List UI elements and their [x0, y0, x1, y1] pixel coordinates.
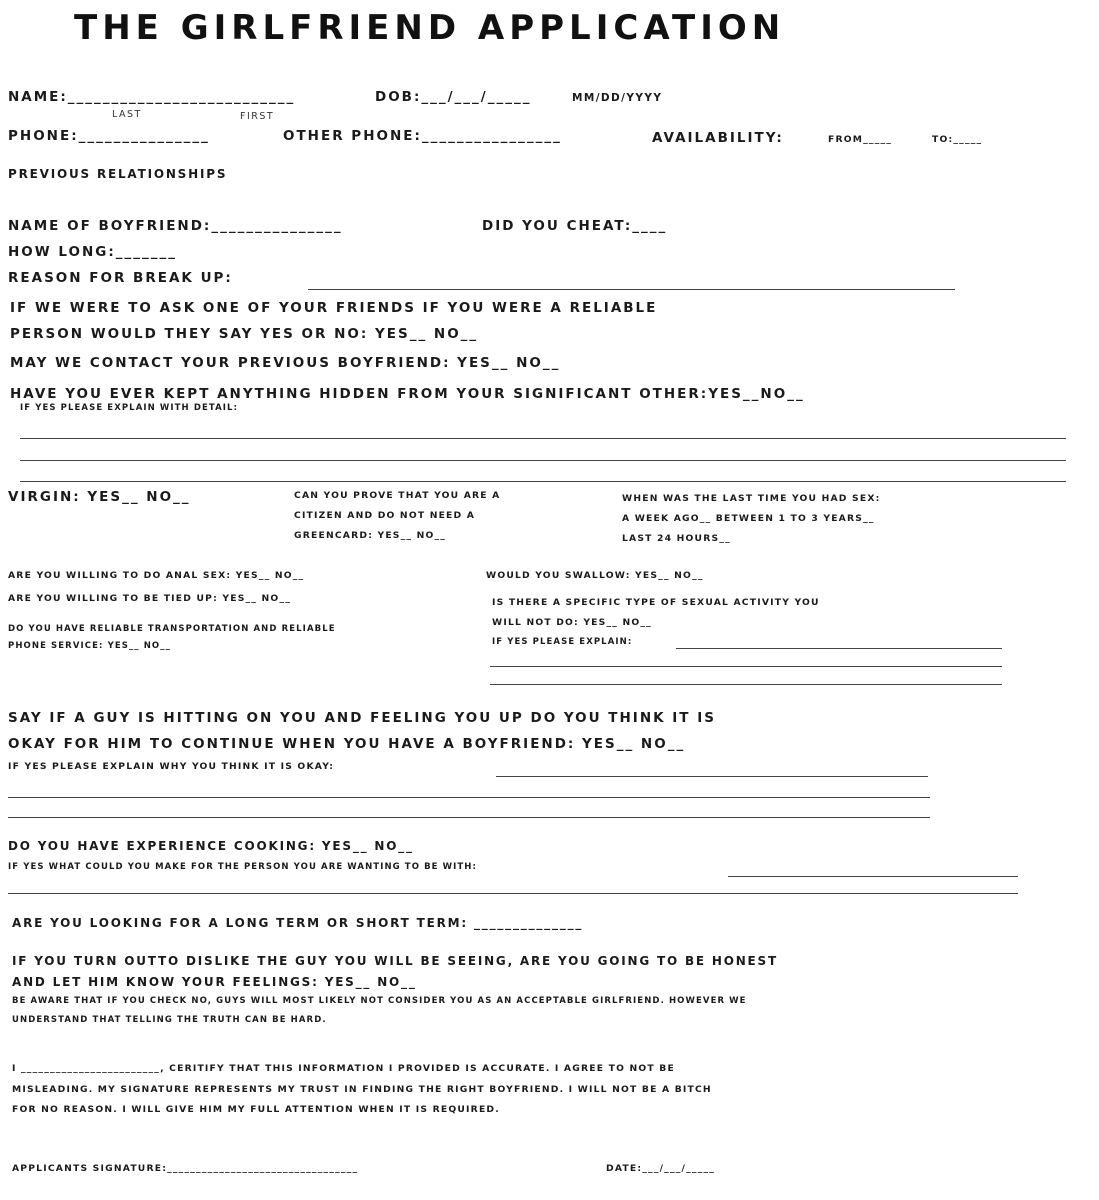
- dob-field[interactable]: DOB:___/___/_____: [375, 89, 532, 105]
- cooking-explain-line-2[interactable]: [8, 893, 1018, 894]
- availability-from-field[interactable]: FROM_____: [828, 134, 893, 145]
- honest-question-line-2[interactable]: AND LET HIM KNOW YOUR FEELINGS: YES__ NO__: [12, 975, 417, 989]
- honest-note-line-2: UNDERSTAND THAT TELLING THE TRUTH CAN BE HARD.: [12, 1015, 327, 1025]
- anal-question[interactable]: ARE YOU WILLING TO DO ANAL SEX: YES__ NO__: [8, 570, 305, 581]
- date-format-label: MM/DD/YYYY: [572, 92, 663, 104]
- honest-question-line-1: IF YOU TURN OUTTO DISLIKE THE GUY YOU WILL BE SEEING, ARE YOU GOING TO BE HONEST: [12, 954, 778, 968]
- contact-previous-question[interactable]: MAY WE CONTACT YOUR PREVIOUS BOYFRIEND: YES__ NO__: [10, 355, 561, 371]
- boyfriend-name-field[interactable]: NAME OF BOYFRIEND:_______________: [8, 218, 343, 234]
- guy-question-line-1: SAY IF A GUY IS HITTING ON YOU AND FEELING YOU UP DO YOU THINK IT IS: [8, 710, 716, 726]
- last-name-sublabel: LAST: [112, 109, 142, 120]
- previous-relationships-heading: PREVIOUS RELATIONSHIPS: [8, 167, 228, 181]
- term-question[interactable]: ARE YOU LOOKING FOR A LONG TERM OR SHORT TERM: ______________: [12, 916, 584, 930]
- specific-explain-line-2[interactable]: [490, 666, 1002, 667]
- cooking-explain-line-1[interactable]: [728, 876, 1018, 877]
- last-sex-question-line-1: WHEN WAS THE LAST TIME YOU HAD SEX:: [622, 493, 881, 504]
- tied-question[interactable]: ARE YOU WILLING TO BE TIED UP: YES__ NO__: [8, 593, 291, 604]
- signature-date-field[interactable]: DATE:___/___/_____: [606, 1163, 716, 1174]
- form-title: THE GIRLFRIEND APPLICATION: [74, 8, 786, 48]
- breakup-reason-label: REASON FOR BREAK UP:: [8, 270, 233, 286]
- certify-line-2: MISLEADING. MY SIGNATURE REPRESENTS MY TRUST IN FINDING THE RIGHT BOYFRIEND. I WILL NOT BE A BITCH: [12, 1084, 712, 1095]
- reliable-question-line-2[interactable]: PERSON WOULD THEY SAY YES OR NO: YES__ NO__: [10, 326, 479, 342]
- citizen-question-line-2: CITIZEN AND DO NOT NEED A: [294, 510, 476, 521]
- last-sex-question-line-2[interactable]: A WEEK AGO__ BETWEEN 1 TO 3 YEARS__: [622, 513, 875, 524]
- specific-activity-line-2[interactable]: WILL NOT DO: YES__ NO__: [492, 617, 652, 628]
- guy-question-line-2[interactable]: OKAY FOR HIM TO CONTINUE WHEN YOU HAVE A BOYFRIEND: YES__ NO__: [8, 736, 686, 752]
- reliable-question-line-1: IF WE WERE TO ASK ONE OF YOUR FRIENDS IF YOU WERE A RELIABLE: [10, 300, 658, 316]
- cheat-field[interactable]: DID YOU CHEAT:____: [482, 218, 668, 234]
- hidden-explain-line-2[interactable]: [20, 460, 1066, 461]
- last-sex-question-line-3[interactable]: LAST 24 HOURS__: [622, 533, 731, 544]
- hidden-explain-line-1[interactable]: [20, 438, 1066, 439]
- how-long-field[interactable]: HOW LONG:_______: [8, 244, 177, 260]
- hidden-explain-label: IF YES PLEASE EXPLAIN WITH DETAIL:: [20, 403, 239, 413]
- citizen-question-line-1: CAN YOU PROVE THAT YOU ARE A: [294, 490, 501, 501]
- swallow-question[interactable]: WOULD YOU SWALLOW: YES__ NO__: [486, 570, 704, 581]
- guy-explain-line-2[interactable]: [8, 797, 930, 798]
- breakup-reason-line[interactable]: [308, 289, 955, 290]
- citizen-question-line-3[interactable]: GREENCARD: YES__ NO__: [294, 530, 447, 541]
- guy-explain-label: IF YES PLEASE EXPLAIN WHY YOU THINK IT IS OKAY:: [8, 761, 335, 772]
- honest-note-line-1: BE AWARE THAT IF YOU CHECK NO, GUYS WILL MOST LIKELY NOT CONSIDER YOU AS AN ACCEPTABLE GIRLFRIEND. HOWEVER WE: [12, 996, 747, 1006]
- availability-to-field[interactable]: TO:_____: [932, 134, 983, 145]
- cooking-question[interactable]: DO YOU HAVE EXPERIENCE COOKING: YES__ NO__: [8, 839, 414, 853]
- certify-line-1[interactable]: I ________________________, CERITIFY THAT THIS INFORMATION I PROVIDED IS ACCURATE. I AGREE TO NOT BE: [12, 1063, 675, 1074]
- phone-field[interactable]: PHONE:_______________: [8, 128, 210, 144]
- availability-label: AVAILABILITY:: [652, 130, 784, 146]
- specific-activity-line-1: IS THERE A SPECIFIC TYPE OF SEXUAL ACTIVITY YOU: [492, 597, 820, 608]
- guy-explain-line-1[interactable]: [496, 776, 928, 777]
- applicant-signature-field[interactable]: APPLICANTS SIGNATURE:_________________________________: [12, 1163, 359, 1174]
- cooking-explain-label: IF YES WHAT COULD YOU MAKE FOR THE PERSON YOU ARE WANTING TO BE WITH:: [8, 862, 477, 872]
- transport-question-line-2[interactable]: PHONE SERVICE: YES__ NO__: [8, 641, 171, 651]
- hidden-explain-line-3[interactable]: [20, 481, 1066, 482]
- specific-explain-line-3[interactable]: [490, 684, 1002, 685]
- hidden-question[interactable]: HAVE YOU EVER KEPT ANYTHING HIDDEN FROM YOUR SIGNIFICANT OTHER:YES__NO__: [10, 386, 805, 402]
- certify-line-3: FOR NO REASON. I WILL GIVE HIM MY FULL ATTENTION WHEN IT IS REQUIRED.: [12, 1104, 500, 1115]
- first-name-sublabel: FIRST: [240, 111, 275, 122]
- virgin-question[interactable]: VIRGIN: YES__ NO__: [8, 489, 191, 505]
- name-field[interactable]: NAME:__________________________: [8, 89, 296, 105]
- guy-explain-line-3[interactable]: [8, 817, 930, 818]
- transport-question-line-1: DO YOU HAVE RELIABLE TRANSPORTATION AND RELIABLE: [8, 624, 336, 634]
- specific-explain-label: IF YES PLEASE EXPLAIN:: [492, 637, 633, 647]
- specific-explain-line-1[interactable]: [676, 648, 1002, 649]
- other-phone-field[interactable]: OTHER PHONE:________________: [283, 128, 562, 144]
